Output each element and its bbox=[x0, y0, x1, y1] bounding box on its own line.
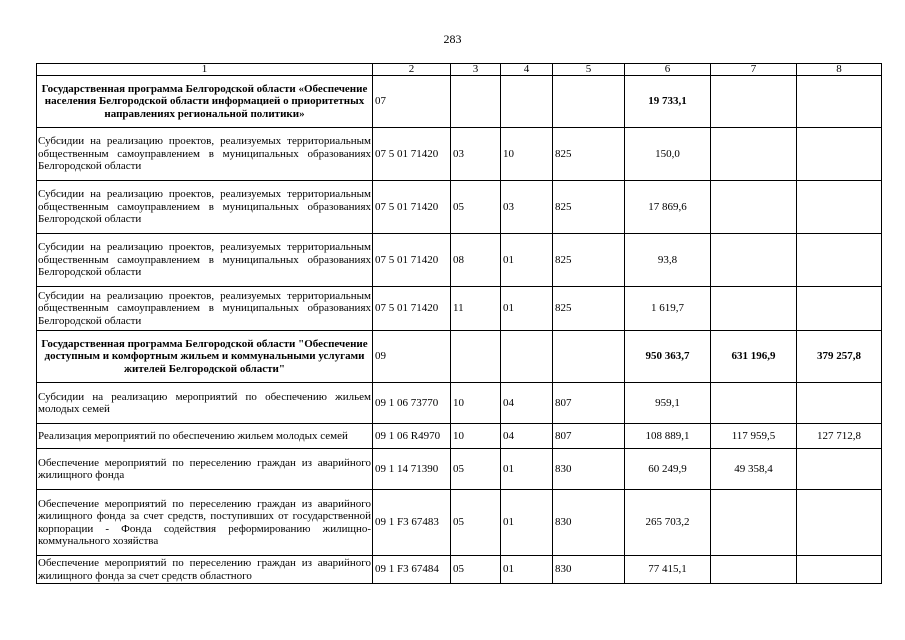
table-header-row bbox=[37, 64, 882, 76]
row-amount-1-cell: 150,0 bbox=[625, 128, 711, 181]
row-subsection-cell: 04 bbox=[501, 383, 553, 424]
row-code-cell: 07 5 01 71420 bbox=[373, 287, 451, 331]
row-amount-2-cell bbox=[711, 490, 797, 556]
column-header: 8 bbox=[797, 64, 882, 76]
row-type-cell bbox=[553, 76, 625, 128]
row-name-cell: Реализация мероприятий по обеспечению жильем молодых семей bbox=[37, 424, 373, 449]
row-subsection-cell bbox=[501, 76, 553, 128]
row-code-cell: 09 1 F3 67483 bbox=[373, 490, 451, 556]
row-type-cell: 825 bbox=[553, 181, 625, 234]
row-amount-2-cell bbox=[711, 383, 797, 424]
column-header: 3 bbox=[451, 64, 501, 76]
row-section-cell: 05 bbox=[451, 556, 501, 584]
row-code-cell: 09 1 F3 67484 bbox=[373, 556, 451, 584]
row-subsection-cell: 01 bbox=[501, 556, 553, 584]
budget-table bbox=[36, 63, 882, 584]
row-amount-1-cell: 265 703,2 bbox=[625, 490, 711, 556]
row-section-cell bbox=[451, 331, 501, 383]
row-subsection-cell: 01 bbox=[501, 287, 553, 331]
row-name-cell: Субсидии на реализацию проектов, реализуемых территориальным общественным самоуправлением в муниципальных образованиях Белгородской области bbox=[37, 181, 373, 234]
row-subsection-cell: 01 bbox=[501, 234, 553, 287]
page-number: 283 bbox=[443, 32, 462, 46]
row-code-cell: 07 5 01 71420 bbox=[373, 234, 451, 287]
row-section-cell: 11 bbox=[451, 287, 501, 331]
row-amount-2-cell bbox=[711, 128, 797, 181]
row-type-cell: 830 bbox=[553, 490, 625, 556]
table-row bbox=[37, 424, 882, 449]
row-subsection-cell bbox=[501, 331, 553, 383]
row-amount-1-cell: 959,1 bbox=[625, 383, 711, 424]
row-amount-2-cell bbox=[711, 181, 797, 234]
row-type-cell: 825 bbox=[553, 287, 625, 331]
row-amount-2-cell: 117 959,5 bbox=[711, 424, 797, 449]
table-body bbox=[37, 76, 882, 584]
column-header: 7 bbox=[711, 64, 797, 76]
row-amount-2-cell bbox=[711, 234, 797, 287]
row-amount-2-cell bbox=[711, 76, 797, 128]
row-code-cell: 09 1 06 73770 bbox=[373, 383, 451, 424]
row-amount-3-cell bbox=[797, 556, 882, 584]
table-row bbox=[37, 449, 882, 490]
row-amount-2-cell: 49 358,4 bbox=[711, 449, 797, 490]
row-name-cell: Обеспечение мероприятий по переселению граждан из аварийного жилищного фонда за счет средств областного bbox=[38, 557, 371, 582]
row-amount-3-cell bbox=[797, 287, 882, 331]
row-name-cell: Обеспечение мероприятий по переселению граждан из аварийного жилищного фонда за счет средств, поступивших от государственной корпорации - Фонда содействия реформированию жилищно-коммунального хозяйства bbox=[37, 490, 373, 556]
row-amount-3-cell bbox=[797, 181, 882, 234]
row-name-cell: Государственная программа Белгородской области «Обеспечение населения Белгородской области информацией о приоритетных направлениях региональной политики» bbox=[37, 76, 373, 128]
row-amount-3-cell bbox=[797, 490, 882, 556]
row-section-cell: 10 bbox=[451, 383, 501, 424]
row-subsection-cell: 03 bbox=[501, 181, 553, 234]
row-subsection-cell: 10 bbox=[501, 128, 553, 181]
table-row bbox=[37, 490, 882, 556]
row-amount-1-cell: 93,8 bbox=[625, 234, 711, 287]
row-name-cell: Субсидии на реализацию проектов, реализуемых территориальным общественным самоуправлением в муниципальных образованиях Белгородской области bbox=[37, 128, 373, 181]
column-header: 5 bbox=[553, 64, 625, 76]
row-type-cell: 807 bbox=[553, 424, 625, 449]
row-name-cell: Обеспечение мероприятий по переселению граждан из аварийного жилищного фонда bbox=[37, 449, 373, 490]
program-row bbox=[37, 331, 882, 383]
row-code-cell: 07 5 01 71420 bbox=[373, 181, 451, 234]
column-header: 6 bbox=[625, 64, 711, 76]
row-code-cell: 09 bbox=[373, 331, 451, 383]
table-row bbox=[37, 287, 882, 331]
row-subsection-cell: 01 bbox=[501, 449, 553, 490]
row-amount-3-cell bbox=[797, 449, 882, 490]
row-amount-3-cell: 379 257,8 bbox=[797, 331, 882, 383]
row-section-cell: 05 bbox=[451, 449, 501, 490]
row-subsection-cell: 04 bbox=[501, 424, 553, 449]
row-type-cell: 807 bbox=[553, 383, 625, 424]
row-amount-3-cell bbox=[797, 128, 882, 181]
row-amount-1-cell: 19 733,1 bbox=[625, 76, 711, 128]
row-code-cell: 07 bbox=[373, 76, 451, 128]
row-amount-1-cell: 1 619,7 bbox=[625, 287, 711, 331]
row-code-cell: 07 5 01 71420 bbox=[373, 128, 451, 181]
row-code-cell: 09 1 06 R4970 bbox=[373, 424, 451, 449]
row-section-cell: 03 bbox=[451, 128, 501, 181]
row-type-cell: 830 bbox=[553, 556, 625, 584]
row-section-cell: 05 bbox=[451, 490, 501, 556]
row-amount-1-cell: 60 249,9 bbox=[625, 449, 711, 490]
row-section-cell: 05 bbox=[451, 181, 501, 234]
table-row bbox=[37, 556, 882, 584]
table-row bbox=[37, 383, 882, 424]
row-type-cell: 825 bbox=[553, 234, 625, 287]
row-amount-1-cell: 950 363,7 bbox=[625, 331, 711, 383]
row-name-cell: Субсидии на реализацию проектов, реализуемых территориальным общественным самоуправлением в муниципальных образованиях Белгородской области bbox=[37, 234, 373, 287]
row-code-cell: 09 1 14 71390 bbox=[373, 449, 451, 490]
row-section-cell: 08 bbox=[451, 234, 501, 287]
column-header: 4 bbox=[501, 64, 553, 76]
column-header: 1 bbox=[37, 64, 373, 76]
row-name-cell: Государственная программа Белгородской области "Обеспечение доступным и комфортным жильем и коммунальными услугами жителей Белгородской области" bbox=[37, 331, 373, 383]
row-type-cell: 825 bbox=[553, 128, 625, 181]
row-name-cell: Субсидии на реализацию мероприятий по обеспечению жильем молодых семей bbox=[37, 383, 373, 424]
row-subsection-cell: 01 bbox=[501, 490, 553, 556]
row-amount-1-cell: 17 869,6 bbox=[625, 181, 711, 234]
table-row bbox=[37, 234, 882, 287]
row-amount-3-cell bbox=[797, 234, 882, 287]
row-amount-1-cell: 108 889,1 bbox=[625, 424, 711, 449]
row-type-cell: 830 bbox=[553, 449, 625, 490]
column-header: 2 bbox=[373, 64, 451, 76]
program-row bbox=[37, 76, 882, 128]
row-amount-2-cell bbox=[711, 287, 797, 331]
row-type-cell bbox=[553, 331, 625, 383]
row-amount-3-cell: 127 712,8 bbox=[797, 424, 882, 449]
row-section-cell bbox=[451, 76, 501, 128]
row-amount-3-cell bbox=[797, 76, 882, 128]
row-amount-2-cell: 631 196,9 bbox=[711, 331, 797, 383]
row-section-cell: 10 bbox=[451, 424, 501, 449]
row-amount-2-cell bbox=[711, 556, 797, 584]
row-name-cell: Субсидии на реализацию проектов, реализуемых территориальным общественным самоуправлением в муниципальных образованиях Белгородской области bbox=[37, 287, 373, 331]
row-amount-1-cell: 77 415,1 bbox=[625, 556, 711, 584]
table-row bbox=[37, 128, 882, 181]
table-row bbox=[37, 181, 882, 234]
row-amount-3-cell bbox=[797, 383, 882, 424]
